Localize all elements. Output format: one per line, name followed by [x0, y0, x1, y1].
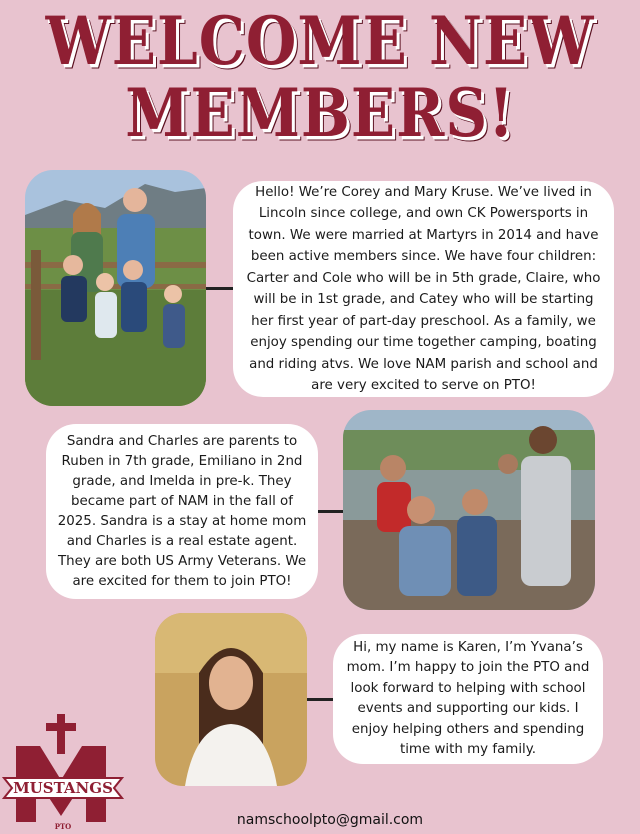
sandra-charles-family-photo [343, 410, 595, 610]
kruse-bio-text: Hello! We’re Corey and Mary Kruse. We’ve lived in Lincoln since college, and own CK Powersports in town. We were married at Martyrs in 2014 and have been active members since. We have four children: Carter and Cole who will be in 5th grade, Claire, who will be in 1st grade, and Catey who will be starting her first year of part-day preschool. As a family, we enjoy spending our time together camping, boating and riding atvs. We love NAM parish and school and are very excited to serve on PTO! [246, 184, 601, 393]
footer-email[interactable]: namschoolpto@gmail.com [236, 812, 424, 828]
karen-bio-text: Hi, my name is Karen, I’m Yvana’s mom. I’m happy to join the PTO and look forward to helping with school events and supporting our kids. I enjoy helping others and spending time with my family. [346, 639, 590, 757]
connector-line [206, 287, 233, 290]
page-title-line2: MEMBERS! [125, 73, 515, 153]
cross-icon [46, 714, 76, 754]
connector-line [307, 698, 333, 701]
kruse-bio-bubble [233, 181, 614, 397]
sandra-charles-bio-bubble [46, 424, 318, 599]
logo-sub: PTO [54, 822, 72, 830]
kruse-family-photo [25, 170, 206, 406]
mustangs-logo [2, 712, 124, 830]
page-title-line1: WELCOME NEW [45, 1, 595, 81]
connector-line [318, 510, 343, 513]
sandra-charles-bio-text: Sandra and Charles are parents to Ruben in 7th grade, Emiliano in 2nd grade, and Imelda in pre-k. They became part of NAM in the fall of 2025. Sandra is a stay at home mom and Charles is a real estate agent. They are both US Army Veterans. We are excited for them to join PTO! [57, 433, 307, 589]
karen-portrait-photo [155, 613, 307, 786]
karen-bio-bubble [333, 634, 603, 764]
logo-name: MUSTANGS [13, 779, 113, 797]
